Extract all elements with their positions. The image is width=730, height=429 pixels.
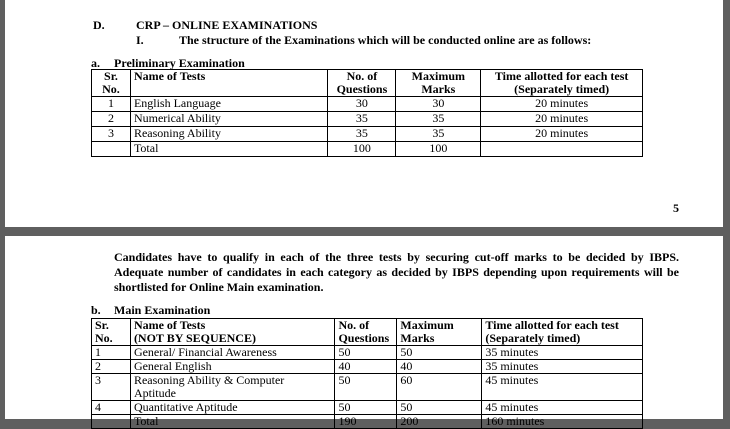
cell-name: Reasoning Ability & Computer Aptitude: [130, 374, 335, 401]
prelim-title: Preliminary Examination: [114, 56, 245, 70]
cell-name: English Language: [130, 97, 328, 112]
document-page-5: [5, 0, 723, 227]
cell-total-time: 160 minutes: [482, 415, 643, 429]
section-title: CRP – ONLINE EXAMINATIONS: [136, 18, 318, 32]
cell-questions: 50: [335, 401, 397, 415]
table-total-row: [92, 142, 643, 157]
cell-total-questions: 190: [335, 415, 397, 429]
qualification-paragraph: Candidates have to qualify in each of the three tests by securing cut-off marks to be decided by IBPS. Adequate number of candidates in each category as decided by IBPS depending upon requirements will be shortlisted for Online Main examination.: [114, 250, 679, 294]
table-row: [92, 97, 643, 112]
cell-sr: 1: [92, 97, 131, 112]
table-row: [92, 374, 643, 401]
cell-time: 45 minutes: [482, 374, 643, 401]
cell-questions: 40: [335, 360, 397, 374]
cell-total-marks: 100: [396, 142, 481, 157]
cell-name: Quantitative Aptitude: [130, 401, 335, 415]
cell-time: 35 minutes: [482, 360, 643, 374]
cell-sr: [92, 415, 131, 429]
cell-total-questions: 100: [328, 142, 396, 157]
cell-marks: 50: [397, 401, 482, 415]
page-number: 5: [673, 201, 679, 215]
cell-time: 20 minutes: [481, 112, 643, 127]
header-name: Name of Tests: [130, 70, 328, 97]
cell-time: [481, 142, 643, 157]
subsection-number: I.: [136, 33, 144, 47]
cell-time: 45 minutes: [482, 401, 643, 415]
cell-sr: 3: [92, 374, 131, 401]
cell-marks: 60: [397, 374, 482, 401]
table-row: [92, 360, 643, 374]
cell-time: 35 minutes: [482, 346, 643, 360]
prelim-letter: a.: [91, 56, 100, 70]
header-time: Time allotted for each test (Separately timed): [482, 319, 643, 346]
cell-questions: 50: [335, 374, 397, 401]
cell-time: 20 minutes: [481, 127, 643, 142]
header-time: Time allotted for each test (Separately timed): [481, 70, 643, 97]
main-exam-table: [91, 318, 643, 429]
cell-time: 20 minutes: [481, 97, 643, 112]
cell-name: Reasoning Ability: [130, 127, 328, 142]
preliminary-exam-table: [91, 69, 643, 157]
table-header-row: [92, 319, 643, 346]
cell-sr: [92, 142, 131, 157]
cell-sr: 3: [92, 127, 131, 142]
header-marks: Maximum Marks: [397, 319, 482, 346]
cell-marks: 40: [397, 360, 482, 374]
cell-total-marks: 200: [397, 415, 482, 429]
main-title: Main Examination: [114, 303, 211, 317]
table-row: [92, 127, 643, 142]
cell-questions: 35: [328, 127, 396, 142]
cell-marks: 35: [396, 127, 481, 142]
main-letter: b.: [91, 303, 101, 317]
cell-questions: 30: [328, 97, 396, 112]
cell-sr: 2: [92, 112, 131, 127]
cell-marks: 35: [396, 112, 481, 127]
section-letter: D.: [93, 18, 105, 32]
cell-name: Numerical Ability: [130, 112, 328, 127]
cell-name: General/ Financial Awareness: [130, 346, 335, 360]
table-total-row: [92, 415, 643, 429]
subsection-text: The structure of the Examinations which will be conducted online are as follows:: [179, 33, 592, 47]
cell-marks: 50: [397, 346, 482, 360]
header-questions: No. of Questions: [328, 70, 396, 97]
header-sr: Sr. No.: [92, 319, 131, 346]
cell-questions: 50: [335, 346, 397, 360]
header-questions: No. of Questions: [335, 319, 397, 346]
document-page-6: [5, 236, 723, 428]
header-sr: Sr. No.: [92, 70, 131, 97]
header-marks: Maximum Marks: [396, 70, 481, 97]
header-name: Name of Tests (NOT BY SEQUENCE): [130, 319, 335, 346]
cell-sr: 2: [92, 360, 131, 374]
table-header-row: [92, 70, 643, 97]
cell-name: General English: [130, 360, 335, 374]
cell-total-label: Total: [130, 415, 335, 429]
cell-total-label: Total: [130, 142, 328, 157]
table-row: [92, 346, 643, 360]
cell-sr: 4: [92, 401, 131, 415]
table-row: [92, 112, 643, 127]
cell-questions: 35: [328, 112, 396, 127]
cell-sr: 1: [92, 346, 131, 360]
cell-marks: 30: [396, 97, 481, 112]
table-row: [92, 401, 643, 415]
